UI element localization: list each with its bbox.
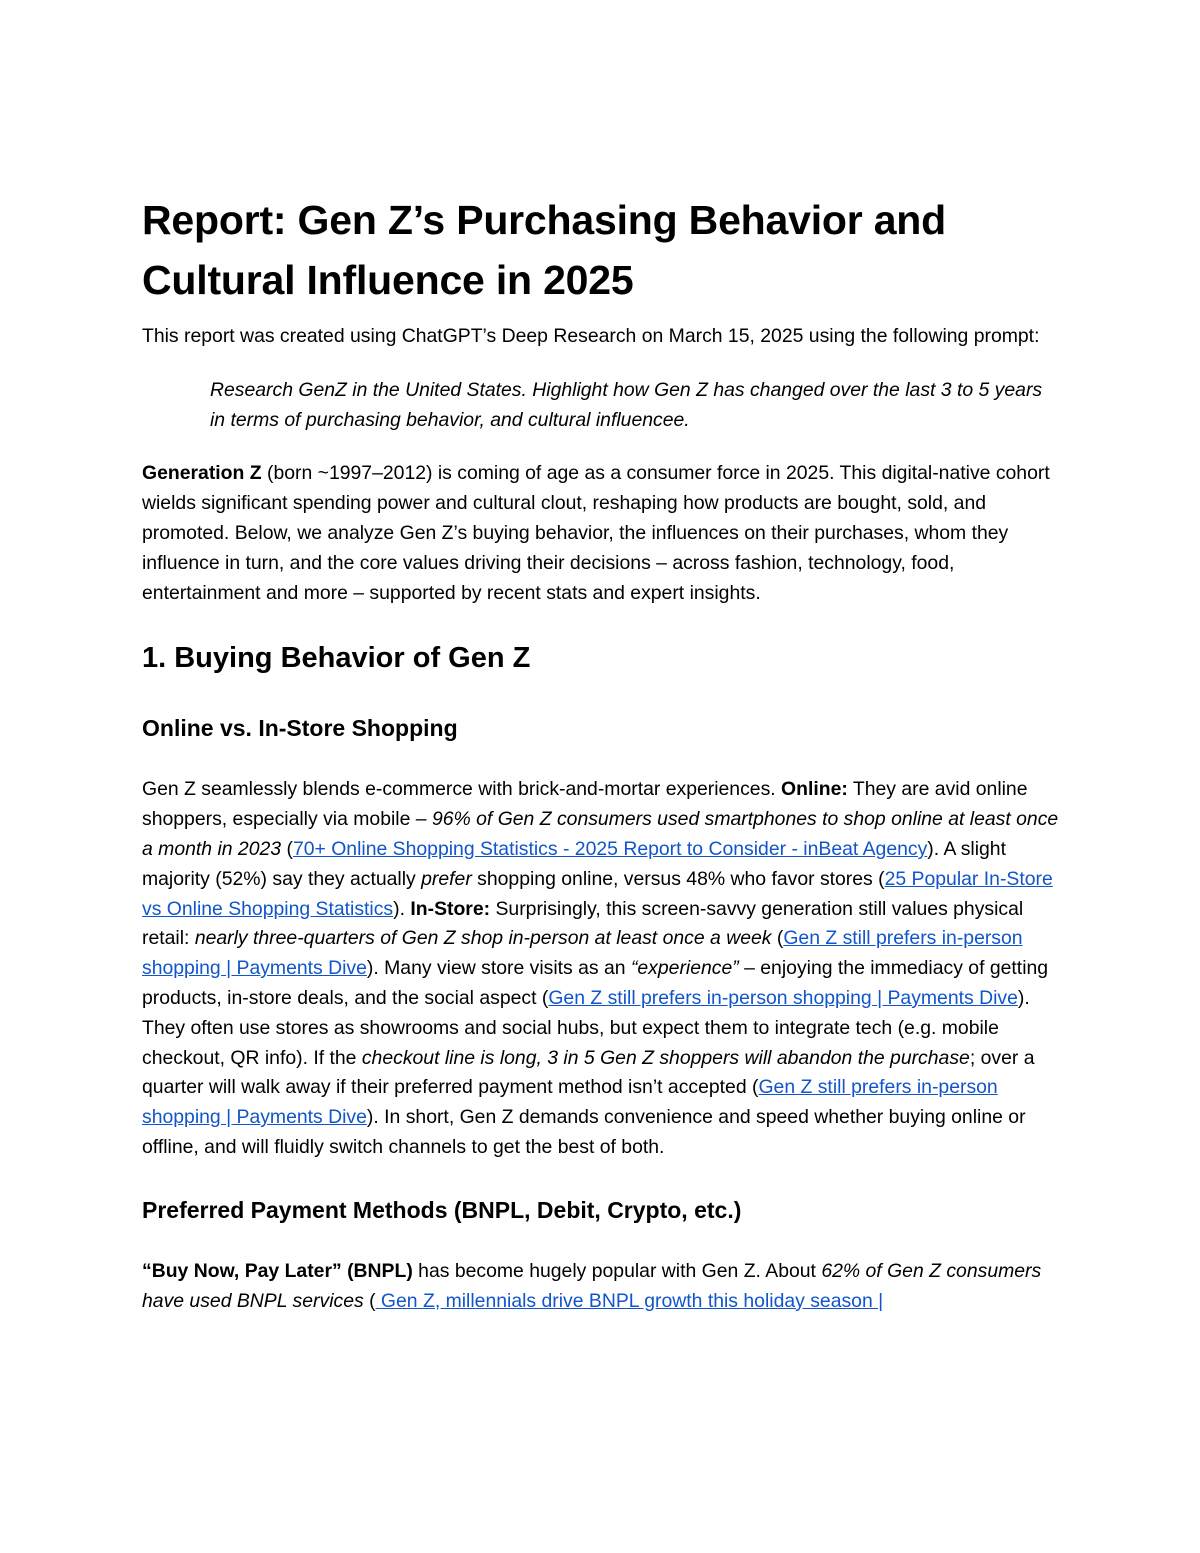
payments-paragraph bbox=[142, 1257, 1062, 1317]
stat-italic: nearly three-quarters of Gen Z shop in-person at least once a week bbox=[194, 927, 772, 950]
text: ). Many view store visits as an bbox=[366, 957, 631, 980]
text: shopping online, versus 48% who favor stores ( bbox=[471, 867, 885, 890]
text: ). bbox=[393, 897, 411, 920]
text: ( bbox=[281, 837, 293, 860]
instore-bold: In-Store: bbox=[410, 897, 491, 920]
document-page bbox=[142, 190, 1062, 1316]
subsection-heading-shopping: Online vs. In-Store Shopping bbox=[142, 715, 458, 742]
text: ). They often use stores as showrooms and social hubs, but expect them to integrate tech (e.g. mobile checkout, QR info). If the bbox=[142, 986, 1030, 1069]
shopping-paragraph bbox=[142, 775, 1062, 1162]
online-bold: Online: bbox=[781, 778, 848, 801]
source-link-bnpl[interactable]: Gen Z, millennials drive BNPL growth this holiday season | bbox=[375, 1289, 884, 1312]
text: ). A slight majority (52%) say they actually bbox=[142, 837, 1006, 890]
bnpl-bold: “Buy Now, Pay Later” (BNPL) bbox=[142, 1259, 413, 1282]
generation-text: (born ~1997–2012) is coming of age as a consumer force in 2025. This digital-native cohort wields significant spending power and cultural clout, reshaping how products are bought, sold, and promoted. Below, we analyze Gen Z’s buying behavior, the influences on their purchases, whom they influence in turn, and the core values driving their decisions – across fashion, technology, food, entertainment and more – supported by recent stats and expert insights. bbox=[142, 462, 1050, 604]
text: They are avid online shoppers, especially via mobile – bbox=[142, 778, 1028, 831]
prefer-italic: prefer bbox=[421, 867, 472, 890]
source-link-payments-dive[interactable]: Gen Z still prefers in-person shopping | Payments Dive bbox=[142, 1076, 998, 1129]
text: – enjoying the immediacy of getting products, in-store deals, and the social aspect ( bbox=[142, 957, 1049, 1009]
source-link-inbeat[interactable]: 70+ Online Shopping Statistics - 2025 Report to Consider - inBeat Agency bbox=[292, 837, 928, 860]
source-link-payments-dive[interactable]: Gen Z still prefers in-person shopping | Payments Dive bbox=[548, 986, 1018, 1009]
prompt-quote: Research GenZ in the United States. Highlight how Gen Z has changed over the last 3 to 5 years in terms of purchasing behavior, and cultural influencee. bbox=[210, 378, 1043, 431]
subsection-heading-payments: Preferred Payment Methods (BNPL, Debit, Crypto, etc.) bbox=[142, 1196, 742, 1223]
text: ; over a quarter will walk away if their preferred payment method isn’t accepted ( bbox=[142, 1046, 1035, 1099]
source-link-instore-stats[interactable]: 25 Popular In-Store vs Online Shopping Statistics bbox=[142, 867, 1053, 920]
report-title: Report: Gen Z’s Purchasing Behavior and Cultural Influence in 2025 bbox=[142, 197, 946, 303]
text: ( bbox=[363, 1289, 376, 1312]
stat-italic: 62% of Gen Z consumers have used BNPL services bbox=[142, 1259, 1042, 1312]
experience-italic: “experience” bbox=[630, 957, 739, 980]
text: Gen Z seamlessly blends e-commerce with brick-and-mortar experiences. bbox=[142, 778, 782, 801]
generation-z-bold: Generation Z bbox=[142, 462, 262, 485]
section-heading: 1. Buying Behavior of Gen Z bbox=[142, 642, 531, 675]
text: ). In short, Gen Z demands convenience and speed whether buying online or offline, and will fluidly switch channels to get the best of both. bbox=[142, 1106, 1026, 1158]
text: ( bbox=[771, 927, 784, 950]
text: Surprisingly, this screen-savvy generation still values physical retail: bbox=[142, 897, 1024, 950]
text: has become hugely popular with Gen Z. About bbox=[412, 1259, 822, 1282]
intro-paragraph: This report was created using ChatGPT’s Deep Research on March 15, 2025 using the following prompt: bbox=[142, 325, 1040, 347]
stat-italic: checkout line is long, 3 in 5 Gen Z shoppers will abandon the purchase bbox=[361, 1046, 970, 1069]
stat-italic: 96% of Gen Z consumers used smartphones to shop online at least once a month in 2023 bbox=[142, 808, 1059, 860]
source-link-payments-dive[interactable]: Gen Z still prefers in-person shopping | Payments Dive bbox=[142, 927, 1023, 980]
generation-paragraph bbox=[142, 459, 1062, 608]
